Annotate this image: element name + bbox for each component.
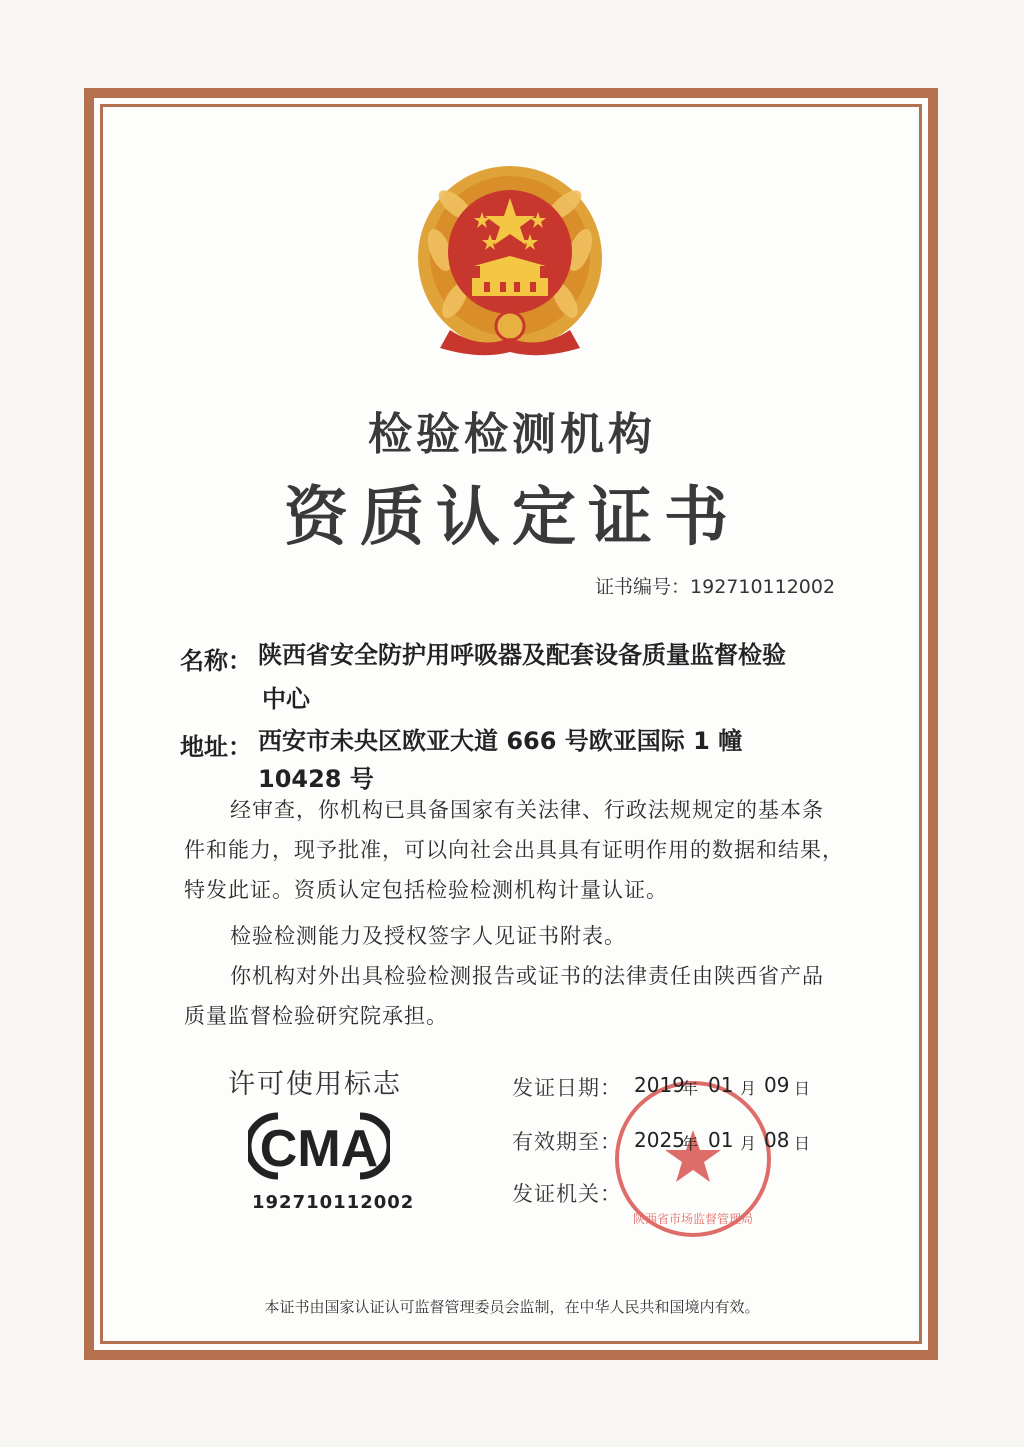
valid-day: 08 [764, 1128, 790, 1152]
cma-logo-text: CMA [259, 1120, 379, 1178]
valid-month-unit: 月 [740, 1134, 757, 1153]
certificate-number-value: 192710112002 [690, 576, 836, 598]
address-value-line2: 10428 号 [258, 765, 374, 793]
certificate-number [595, 572, 835, 599]
issue-year-unit: 年 [682, 1079, 699, 1098]
issuing-authority-label: 发证机关： [512, 1182, 622, 1206]
valid-year-unit: 年 [682, 1134, 699, 1153]
liability-paragraph: 你机构对外出具检验检测报告或证书的法律责任由陕西省产品质量监督检验研究院承担。 [184, 964, 824, 1028]
title-line2: 资质认定证书 [284, 481, 740, 555]
issue-date-label: 发证日期： [512, 1076, 622, 1100]
name-label: 名称： [180, 647, 252, 675]
cma-logo-icon [248, 1110, 390, 1182]
valid-year: 2025 [634, 1128, 685, 1152]
address-label: 地址： [180, 733, 252, 761]
valid-month: 01 [708, 1128, 734, 1152]
issue-month-unit: 月 [740, 1079, 757, 1098]
address-value-line1: 西安市未央区欧亚大道 666 号欧亚国际 1 幢 [258, 727, 743, 755]
issue-day: 09 [764, 1073, 790, 1097]
official-seal [612, 1078, 774, 1240]
issue-year: 2019 [634, 1073, 685, 1097]
appendix-paragraph: 检验检测能力及授权签字人见证书附表。 [230, 924, 626, 948]
footer-note: 本证书由国家认证认可监督管理委员会监制，在中华人民共和国境内有效。 [264, 1298, 760, 1316]
issue-day-unit: 日 [794, 1079, 811, 1098]
certificate-number-label: 证书编号： [595, 576, 691, 598]
cma-number: 192710112002 [252, 1192, 415, 1213]
name-value-line1: 陕西省安全防护用呼吸器及配套设备质量监督检验 [258, 641, 786, 669]
name-value-line2: 中心 [262, 685, 310, 713]
title-line1: 检验检测机构 [368, 409, 656, 460]
valid-until-label: 有效期至： [512, 1130, 622, 1154]
valid-day-unit: 日 [794, 1134, 811, 1153]
approval-paragraph: 经审查，你机构已具备国家有关法律、行政法规规定的基本条件和能力，现予批准，可以向社会出具具有证明作用的数据和结果，特发此证。资质认定包括检验检测机构计量认证。 [184, 798, 844, 902]
issue-month: 01 [708, 1073, 734, 1097]
national-emblem-icon [410, 160, 610, 360]
seal-text: 陕西省市场监督管理局 [632, 1212, 753, 1226]
license-mark-title: 许可使用标志 [228, 1069, 402, 1100]
